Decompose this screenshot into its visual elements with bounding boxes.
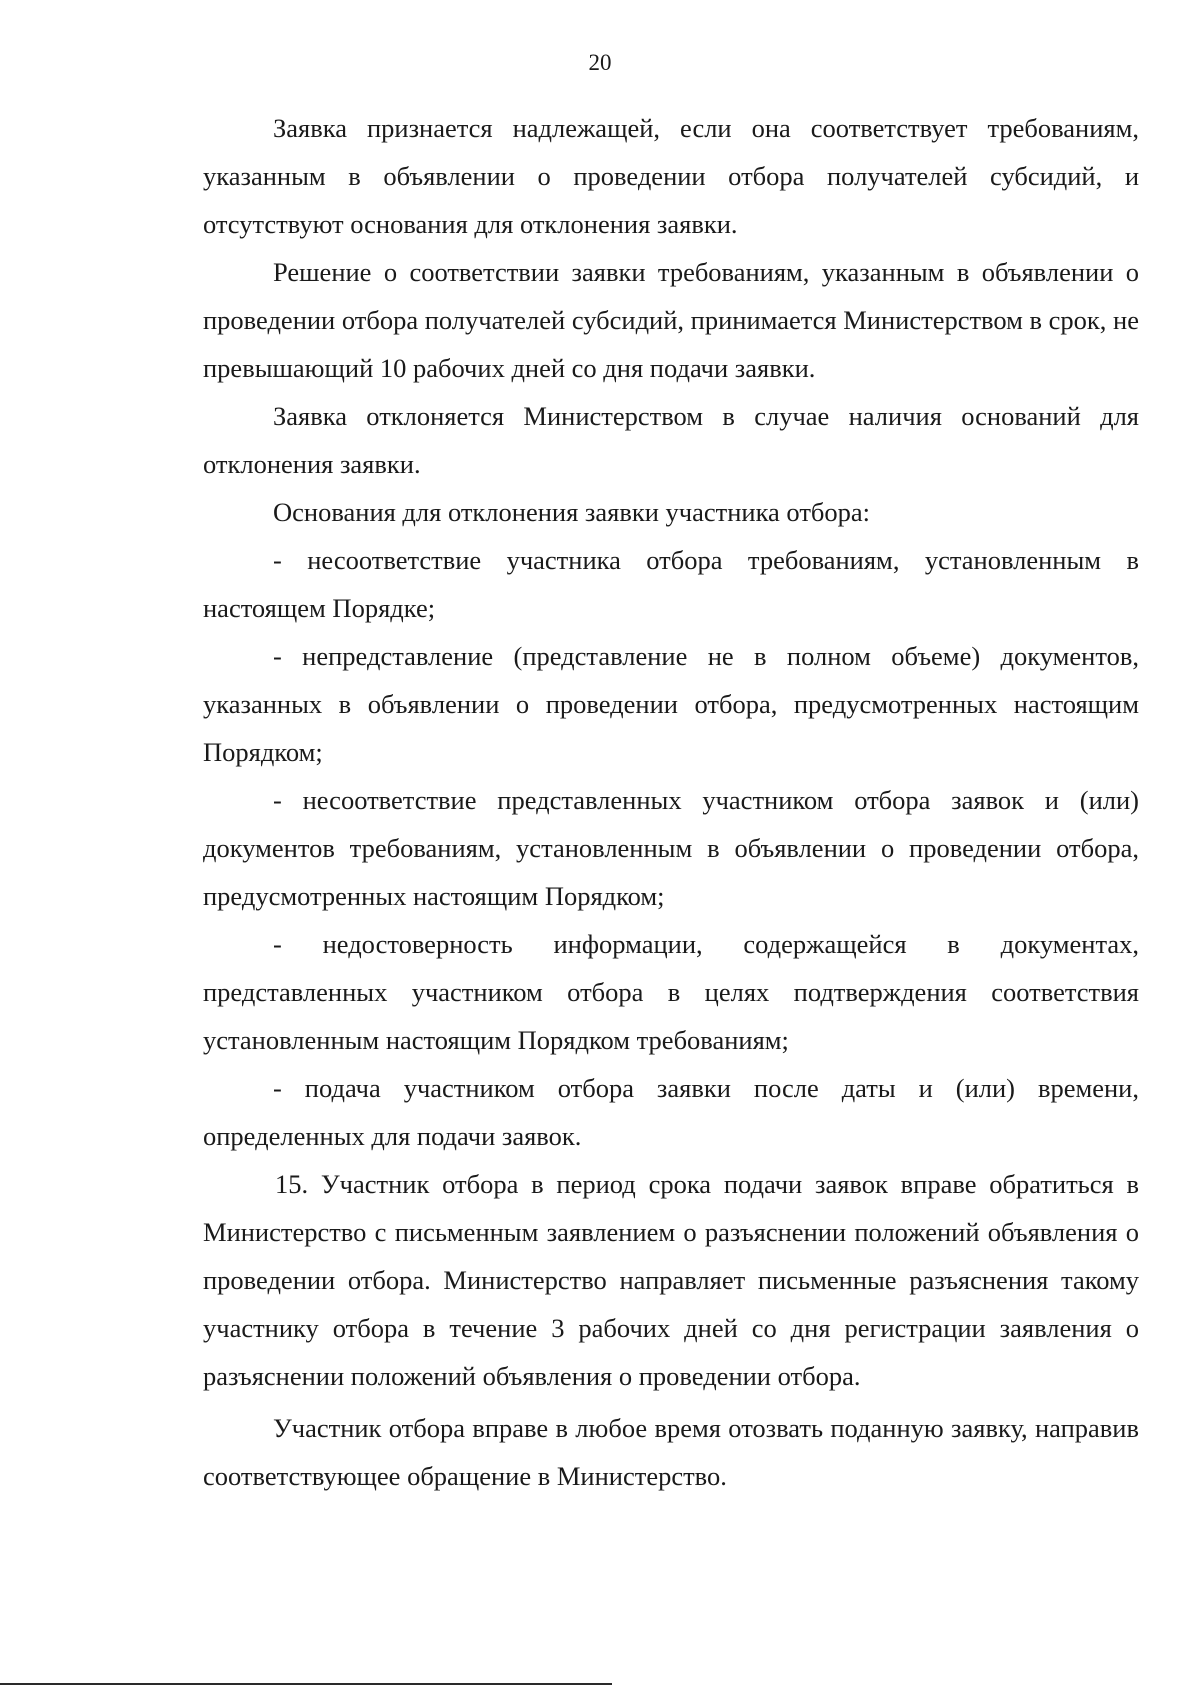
page-number: 20: [588, 50, 612, 75]
list-item-ground-late-submission: - подача участником отбора заявки после даты и (или) времени, определенных для подачи заявок.: [203, 1073, 1139, 1151]
paragraph-rejection-grounds-heading: Основания для отклонения заявки участника отбора:: [273, 497, 871, 527]
list-item-ground-noncompliance-participant: - несоответствие участника отбора требованиям, установленным в настоящем Порядке;: [203, 545, 1139, 623]
bottom-rule: [0, 1683, 612, 1685]
list-item-ground-missing-documents: - непредставление (представление не в полном объеме) документов, указанных в объявлении о проведении отбора, предусмотренных настоящим Порядком;: [203, 641, 1139, 767]
paragraph-decision-compliance: Решение о соответствии заявки требованиям, указанным в объявлении о проведении отбора получателей субсидий, принимается Министерством в срок, не превышающий 10 рабочих дней со дня подачи заявки.: [203, 257, 1139, 383]
list-item-ground-unreliable-information: - недостоверность информации, содержащейся в документах, представленных участником отбора в целях подтверждения соответствия установленным настоящим Порядком требованиям;: [203, 929, 1139, 1055]
paragraph-clause-15: 15. Участник отбора в период срока подачи заявок вправе обратиться в Министерство с письменным заявлением о разъяснении положений объявления о проведении отбора. Министерство направляет письменные разъяснения такому участнику отбора в течение 3 рабочих дней со дня регистрации заявления о разъяснении положений объявления о проведении отбора.: [203, 1169, 1139, 1391]
document-body: [203, 104, 1139, 1500]
paragraph-withdraw-application: Участник отбора вправе в любое время отозвать поданную заявку, направив соответствующее обращение в Министерство.: [203, 1413, 1139, 1491]
paragraph-rejection: Заявка отклоняется Министерством в случае наличия оснований для отклонения заявки.: [203, 401, 1139, 479]
paragraph-application-proper: Заявка признается надлежащей, если она соответствует требованиям, указанным в объявлении о проведении отбора получателей субсидий, и отсутствуют основания для отклонения заявки.: [203, 113, 1139, 239]
list-item-ground-noncompliance-documents: - несоответствие представленных участником отбора заявок и (или) документов требованиям, установленным в объявлении о проведении отбора, предусмотренных настоящим Порядком;: [203, 785, 1139, 911]
